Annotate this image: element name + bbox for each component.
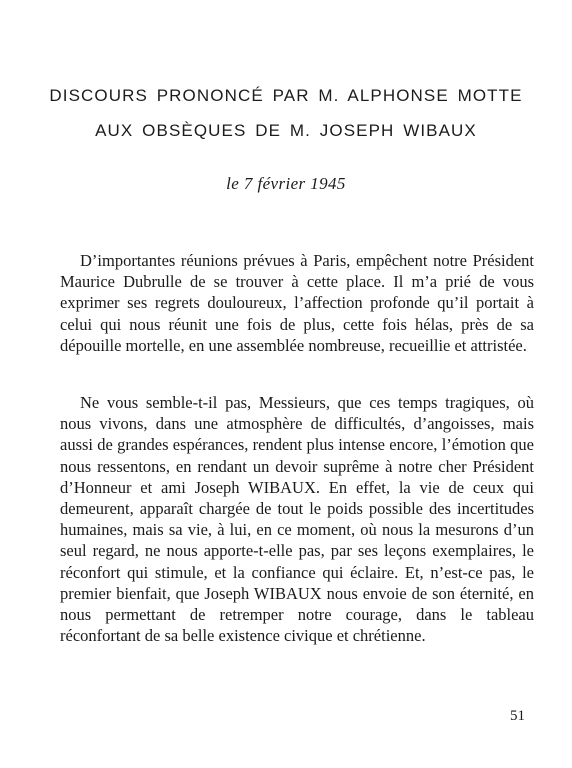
paragraph-1: D’importantes réunions prévues à Paris, empêchent notre Président Maurice Dubrulle de se trouver à cette place. Il m’a prié de vous exprimer ses regrets douloureux, l’affection profonde qu’il portait à celui qui nous réunit une fois de plus, cette fois hélas, près de sa dépouille mortelle, en une assemblée nombreuse, recueillie et attristée. bbox=[60, 251, 534, 355]
heading-line-1: DISCOURS PRONONCÉ PAR M. ALPHONSE MOTTE bbox=[49, 86, 523, 105]
heading-line-2: AUX OBSÈQUES DE M. JOSEPH WIBAUX bbox=[95, 121, 477, 140]
page-number: 51 bbox=[510, 708, 525, 724]
speech-date: le 7 février 1945 bbox=[226, 174, 346, 193]
paragraph-2: Ne vous semble-t-il pas, Messieurs, que ces temps tragiques, où nous vivons, dans une atmosphère de difficultés, d’angoisses, mais aussi de grandes espérances, rendent plus intense encore, l’émotion que nous ressentons, en rendant un devoir suprême à notre cher Président d’Honneur et ami Joseph WIBAUX. En effet, la vie de ceux qui demeurent, apparaît chargée de tout le poids possible des incertitudes humaines, mais sa vie, à lui, en ce moment, où nous la mesurons d’un seul regard, ne nous apporte-t-elle pas, par ses leçons exemplaires, le réconfort qui stimule, et la confiance qui éclaire. Et, n’est-ce pas, le premier bienfait, que Joseph WIBAUX nous envoie de son éternité, en nous permettant de retremper notre courage, dans le tableau réconfortant de sa belle existence civique et chrétienne. bbox=[60, 393, 534, 646]
